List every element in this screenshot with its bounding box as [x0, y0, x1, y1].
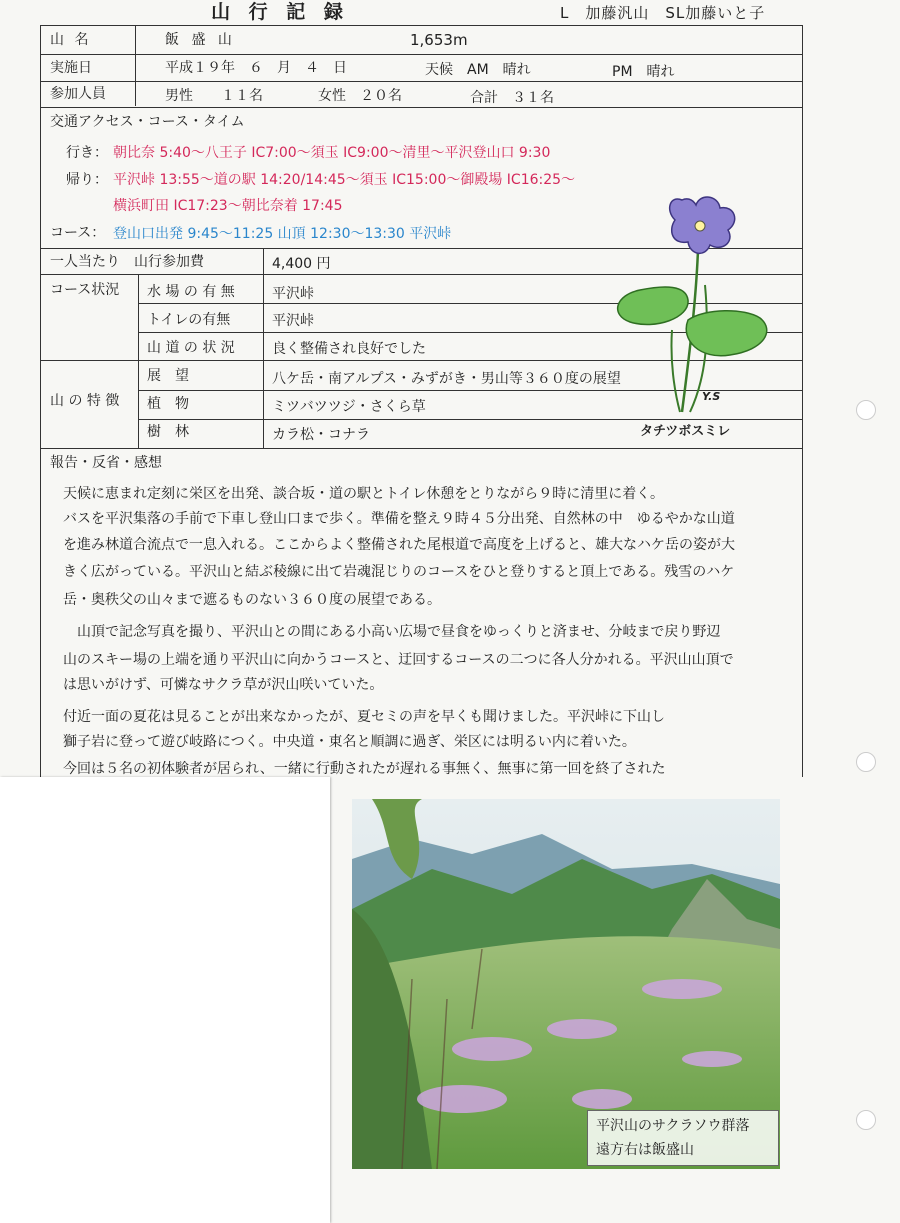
divider [40, 25, 802, 26]
photo-caption-line-1: 平沢山のサクラソウ群落 [596, 1118, 750, 1134]
photo-caption [587, 1110, 779, 1166]
feature-item: 樹 林 [147, 424, 189, 440]
punch-hole [856, 752, 876, 772]
feature-value: カラ松・コナラ [272, 427, 370, 443]
course-status-value: 平沢峠 [272, 286, 314, 302]
course-status-label: コース状況 [50, 282, 120, 298]
report-line: 天候に恵まれ定刻に栄区を出発、談合坂・道の駅とトイレ休憩をとりながら９時に清里に着く。 [63, 486, 665, 502]
access-go-label: 行き： [66, 145, 108, 161]
report-line: は思いがけず、可憐なサクラ草が沢山咲いていた。 [63, 677, 384, 693]
access-go-value: 朝比奈 5:40～八王子 IC7:00～須玉 IC9:00～清里～平沢登山口 9:30 [113, 145, 551, 161]
access-course-value: 登山口出発 9:45～11:25 山頂 12:30～13:30 平沢峠 [113, 226, 452, 242]
report-line: バスを平沢集落の手前で下車し登山口まで歩く。準備を整え９時４５分出発、自然林の中 ゆるやかな山道 [63, 511, 735, 527]
access-return-label: 帰り： [66, 172, 108, 188]
feature-value: ミツバツツジ・さくら草 [272, 399, 426, 415]
access-return-value-1: 平沢峠 13:55～道の駅 14:20/14:45～須玉 IC15:00～御殿場 IC16:25～ [113, 172, 576, 188]
date-label: 実施日 [50, 60, 92, 76]
punch-hole [856, 400, 876, 420]
page-title: 山 行 記 録 [211, 1, 349, 23]
blank-paper-overlay [0, 777, 330, 1223]
fee-label: 一人当たり 山行参加費 [50, 254, 204, 270]
report-line: を進み林道合流点で一息入れる。ここからよく整備された尾根道で高度を上げると、雄大なハケ岳の姿が大 [63, 537, 735, 553]
course-status-value: 良く整備され良好でした [272, 341, 426, 357]
participants-male: 男性 １１名 [165, 88, 263, 104]
participants-female: 女性 ２０名 [318, 88, 402, 104]
access-course-label: コース： [50, 225, 106, 241]
report-line: 獅子岩に登って遊び岐路につく。中央道・東名と順調に過ぎ、栄区には明るい内に着いた。 [63, 734, 636, 750]
report-line: 今回は５名の初体験者が居られ、一緒に行動されたが遅れる事無く、無事に第一回を終了された [63, 761, 666, 777]
table-border-left [40, 25, 41, 777]
punch-hole [856, 1110, 876, 1130]
photo-caption-line-2: 遠方右は飯盛山 [596, 1142, 694, 1158]
feature-value: 八ケ岳・南アルプス・みずがき・男山等３６０度の展望 [272, 371, 621, 387]
mountain-label: 山 名 [50, 32, 92, 48]
illustration-signature: Y.S [702, 390, 721, 403]
divider [40, 107, 802, 108]
course-status-value: 平沢峠 [272, 313, 314, 329]
participants-label: 参加人員 [50, 86, 106, 102]
report-heading: 報告・反省・感想 [50, 455, 162, 471]
fee-value: 4,400 円 [272, 256, 331, 272]
features-label: 山 の 特 徴 [50, 393, 120, 409]
table-border-right [802, 25, 803, 777]
weather-am: 天候 AM 晴れ [425, 62, 531, 78]
access-return-value-2: 横浜町田 IC17:23～朝比奈着 17:45 [113, 198, 343, 214]
course-status-item: 山 道 の 状 況 [147, 340, 235, 356]
date-value: 平成１９年 ６ 月 ４ 日 [165, 60, 347, 76]
flower-name: タチツボスミレ [640, 424, 731, 439]
report-line: 山のスキー場の上端を通り平沢山に向かうコースと、迂回するコースの二つに各人分かれる。平沢山山頂で [63, 652, 734, 668]
course-status-item: 水 場 の 有 無 [147, 284, 235, 300]
divider [138, 274, 139, 448]
mountain-height: 1,653m [410, 31, 468, 49]
course-status-item: トイレの有無 [147, 312, 231, 328]
report-line: 山頂で記念写真を撮り、平沢山との間にある小高い広場で昼食をゆっくりと済ませ、分岐まで戻り野辺 [63, 624, 721, 640]
feature-item: 展 望 [147, 368, 189, 384]
report-line: きく広がっている。平沢山と結ぶ稜線に出て岩魂混じりのコースをひと登りすると頂上である。残雪のハケ [63, 564, 735, 580]
violet-illustration [610, 190, 790, 420]
access-heading: 交通アクセス・コース・タイム [50, 114, 245, 130]
feature-item: 植 物 [147, 396, 189, 412]
divider [40, 81, 802, 82]
divider [40, 448, 802, 449]
divider [40, 54, 802, 55]
mountain-name: 飯 盛 山 [165, 32, 236, 48]
divider [135, 25, 136, 106]
weather-pm: PM 晴れ [612, 64, 675, 80]
participants-total: 合計 ３１名 [470, 90, 554, 106]
report-line: 岳・奥秩父の山々まで遮るものない３６０度の展望である。 [63, 592, 441, 608]
divider [263, 248, 264, 448]
report-line: 付近一面の夏花は見ることが出来なかったが、夏セミの声を早くも聞けました。平沢峠に下山し [63, 709, 665, 725]
leader-names: L 加藤汎山 SL加藤いと子 [560, 4, 766, 22]
